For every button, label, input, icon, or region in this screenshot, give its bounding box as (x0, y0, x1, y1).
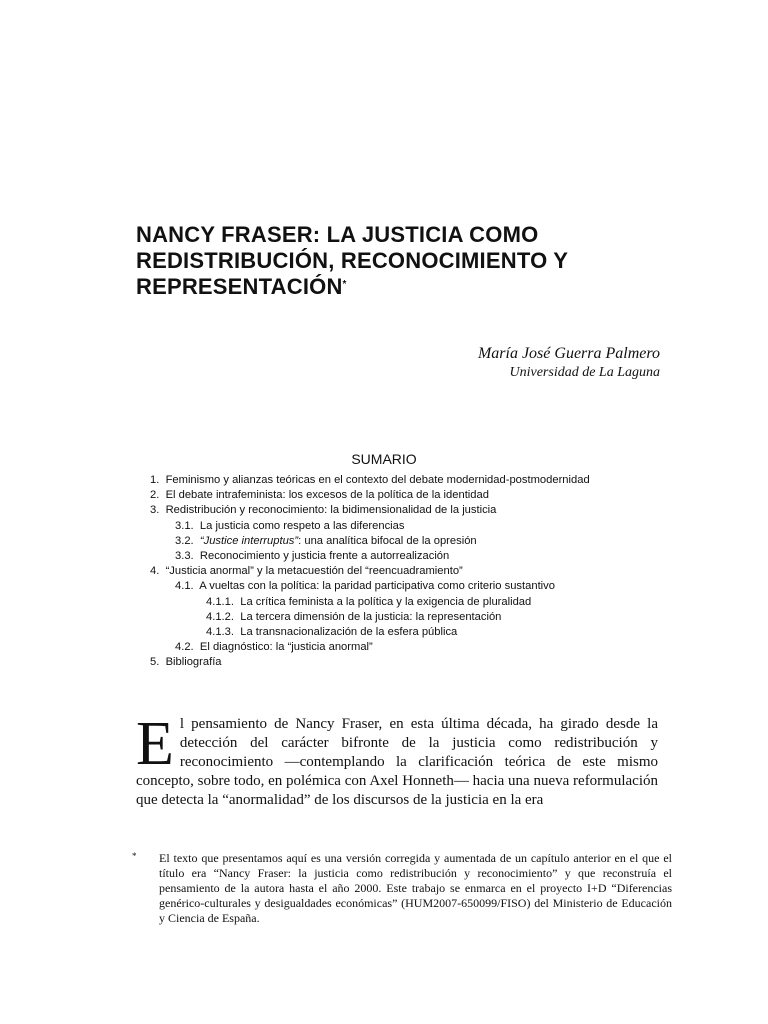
footnote-text: El texto que presentamos aquí es una versión corregida y aumentada de un capítulo anterior en el que el título era “Nancy Fraser: la justicia como redistribución y reconocimiento” y que reconstruía el pensamiento de la autora hasta el año 2000. Este trabajo se enmarca en el proyecto I+D “Diferencias genérico-culturales y desigualdades económicas” (HUM2007-650099/FISO) del Ministerio de Educación y Ciencia de España. (159, 851, 672, 925)
toc-item (150, 564, 590, 579)
toc-item-number: 1. (150, 474, 160, 486)
toc-item-number: 4.1. (175, 580, 194, 593)
toc-item-text: Feminismo y alianzas teóricas en el contexto del debate modernidad-postmodernidad (165, 474, 590, 486)
toc-item-text: Redistribución y reconocimiento: la bidimensionalidad de la justicia (165, 504, 497, 517)
toc-item-number: 5. (150, 656, 160, 669)
toc-item-number: 4.1.2. (206, 610, 234, 623)
toc-item-text: El diagnóstico: la “justicia anormal” (199, 641, 373, 654)
toc-item (150, 534, 590, 549)
toc-item-number: 2. (150, 489, 160, 502)
sumario-heading: SUMARIO (351, 451, 417, 467)
title-line-1: NANCY FRASER: LA JUSTICIA COMO (136, 222, 539, 247)
toc-item-text: “Justicia anormal” y la metacuestión del “reencuadramiento” (165, 565, 463, 578)
toc-item-number: 4.1.3. (206, 626, 234, 639)
toc-item-text: El debate intrafeminista: los excesos de la política de la identidad (165, 489, 489, 502)
article-title (136, 222, 676, 300)
toc-item-number: 3.2. (175, 534, 194, 547)
toc-item-text: La transnacionalización de la esfera pública (240, 626, 458, 639)
title-line-3-text: REPRESENTACIÓN (136, 274, 343, 299)
toc-item (150, 655, 590, 670)
toc-item-number: 4.1.1. (206, 595, 234, 608)
toc-item-number: 3.1. (175, 519, 194, 532)
author-block (478, 344, 660, 382)
toc-item (150, 579, 590, 594)
toc-item-emphasis: “Justice interruptus” (199, 534, 299, 547)
title-line-2: REDISTRIBUCIÓN, RECONOCIMIENTO Y (136, 248, 569, 273)
toc-item-number: 3.3. (175, 550, 194, 563)
drop-cap: E (136, 710, 174, 778)
author-name: María José Guerra Palmero (477, 345, 660, 362)
toc-item-text: La tercera dimensión de la justicia: la representación (240, 610, 502, 623)
toc-item (150, 549, 590, 564)
toc-item-text: A vueltas con la política: la paridad participativa como criterio sustantivo (199, 580, 555, 593)
toc-item (150, 625, 590, 640)
toc-item (150, 640, 590, 655)
footnote (132, 851, 672, 926)
toc-item (150, 503, 590, 518)
toc-item-text: Reconocimiento y justicia frente a autorrealización (199, 550, 450, 563)
toc-item (150, 473, 590, 488)
toc-item-number: 3. (150, 504, 160, 517)
toc-item (150, 595, 590, 610)
title-footnote-mark: * (342, 279, 347, 290)
toc-item (150, 610, 590, 625)
toc-item-number: 4. (150, 565, 160, 578)
footnote-mark: * (132, 851, 137, 861)
toc-item (150, 519, 590, 534)
body-text (136, 710, 658, 810)
table-of-contents (150, 473, 590, 671)
toc-item-text: : una analítica bifocal de la opresión (298, 534, 477, 547)
toc-item (150, 488, 590, 503)
toc-item-text: Bibliografía (165, 656, 222, 669)
toc-item-text: La justicia como respeto a las diferencias (199, 519, 405, 532)
author-affiliation: Universidad de La Laguna (509, 365, 660, 380)
toc-item-number: 4.2. (175, 641, 194, 654)
title-line-3 (136, 274, 676, 300)
body-paragraph: l pensamiento de Nancy Fraser, en esta última década, ha girado desde la detección del carácter bifronte de la justicia como redistribución y reconocimiento —contemplando la clarificación teórica de este mismo concepto, sobre todo, en polémica con Axel Honneth— hacia una nueva reformulación que detecta la “anormalidad” de los discursos de la justicia en la era (136, 716, 658, 808)
toc-item-text: La crítica feminista a la política y la exigencia de pluralidad (240, 595, 532, 608)
